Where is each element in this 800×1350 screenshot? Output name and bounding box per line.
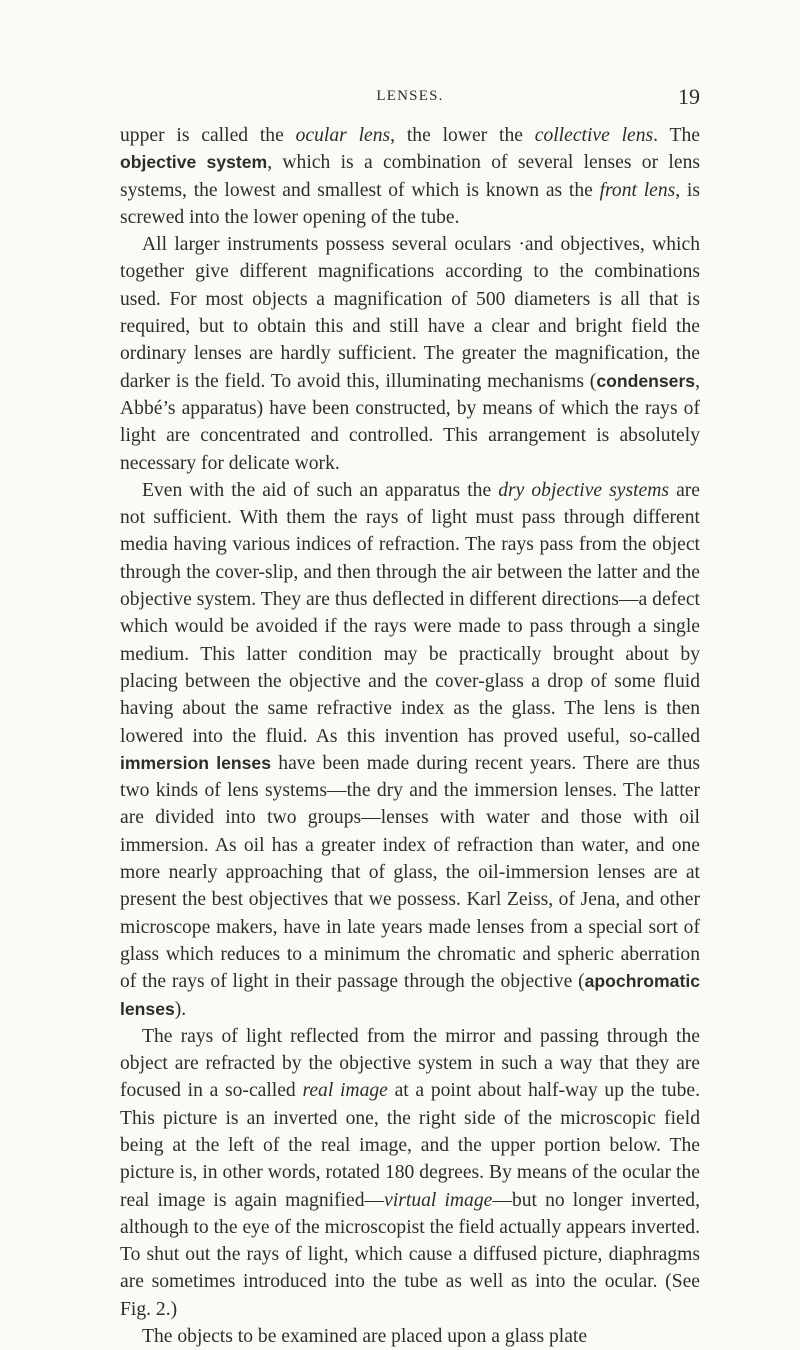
text-run: , Abbé’s apparatus) have been constructed, by means of which the rays of light are concentrated and controlled. This arrangement is absolutely necessary for delicate work. — [120, 370, 700, 474]
bold-term: condensers — [596, 370, 696, 391]
italic-term: virtual image — [384, 1189, 493, 1211]
text-run: —but no longer inverted, although to the eye of the microscopist the field actually appears inverted. To shut out the rays of light, which cause a diffused picture, diaphragms are sometimes introduced into the tube as well as into the ocular. (See Fig. 2.) — [120, 1189, 700, 1320]
text-run: The rays of light reflected from the mirror and passing through the object are refracted by the objective system in such a way that they are focused in a so-called — [120, 1025, 700, 1102]
paragraph — [120, 231, 700, 477]
text-run: , the lower the — [390, 125, 535, 146]
paragraph — [120, 1023, 700, 1323]
text-run: are not sufficient. With them the rays of light must pass through different media having various indices of refraction. The rays pass from the object through the cover-slip, and then through the air between the latter and the objective system. They are thus deflected in different directions—a defect which would be avoided if the rays were made to pass through a single medium. This latter condition may be practically brought about by placing between the objective and the cover-glass a drop of some fluid having about the same refractive index as the glass. The lens is then lowered into the fluid. As this invention has proved useful, so-called — [120, 479, 700, 747]
body-text — [120, 122, 700, 1350]
text-run: ). — [174, 998, 187, 1020]
text-run: . The — [653, 125, 700, 146]
italic-term: collective lens — [534, 125, 654, 146]
text-run: All larger instruments possess several oculars ·and objectives, which together give different magnifications according to the combinations used. For most objects a magnification of 500 diameters is all that is required, but to obtain this and still have a clear and bright field the ordinary lenses are hardly sufficient. The greater the magnification, the darker is the field. To avoid this, illuminating mechanisms ( — [120, 234, 700, 392]
paragraph — [120, 1323, 700, 1350]
italic-term: dry objective systems — [498, 479, 670, 501]
running-title: LENSES. — [376, 88, 444, 104]
text-run: at a point about half-way up the tube. This picture is an inverted one, the right side of the microscopic field being at the left of the real image, and the upper portion below. The picture is, in other words, rotated 180 degrees. By means of the ocular the real image is again magnified— — [120, 1080, 700, 1211]
text-run: have been made during recent years. There are thus two kinds of lens systems—the dry and the immersion lenses. The latter are divided into two groups—lenses with water and those with oil immersion. As oil has a greater index of refraction than water, and one more nearly approaching that of glass, the oil-immersion lenses are at present the best objectives that we possess. Karl Zeiss, of Jena, and other microscope makers, have in late years made lenses from a special sort of glass which reduces to a minimum the chromatic and spheric aberration of the rays of light in their passage through the objective ( — [120, 752, 700, 993]
text-run: , is screwed into the lower opening of the tube. — [120, 179, 700, 228]
paragraph — [120, 122, 700, 231]
text-run: , which is a combination of several lenses or lens systems, the lowest and smallest of which is known as the — [120, 152, 700, 201]
text-run: Even with the aid of such an apparatus the — [142, 479, 499, 501]
page-number: 19 — [678, 84, 700, 109]
bold-term: apochromatic lenses — [120, 971, 700, 1019]
italic-term: real image — [302, 1080, 388, 1102]
bold-term: immersion lenses — [120, 752, 272, 773]
paragraph — [120, 477, 700, 1023]
italic-term: ocular lens — [295, 125, 391, 146]
text-run: The objects to be examined are placed upon a glass plate — [142, 1326, 588, 1348]
running-head — [120, 84, 700, 112]
italic-term: front lens — [599, 179, 676, 201]
bold-term: objective system — [120, 152, 268, 173]
text-run: upper is called the — [120, 125, 296, 146]
